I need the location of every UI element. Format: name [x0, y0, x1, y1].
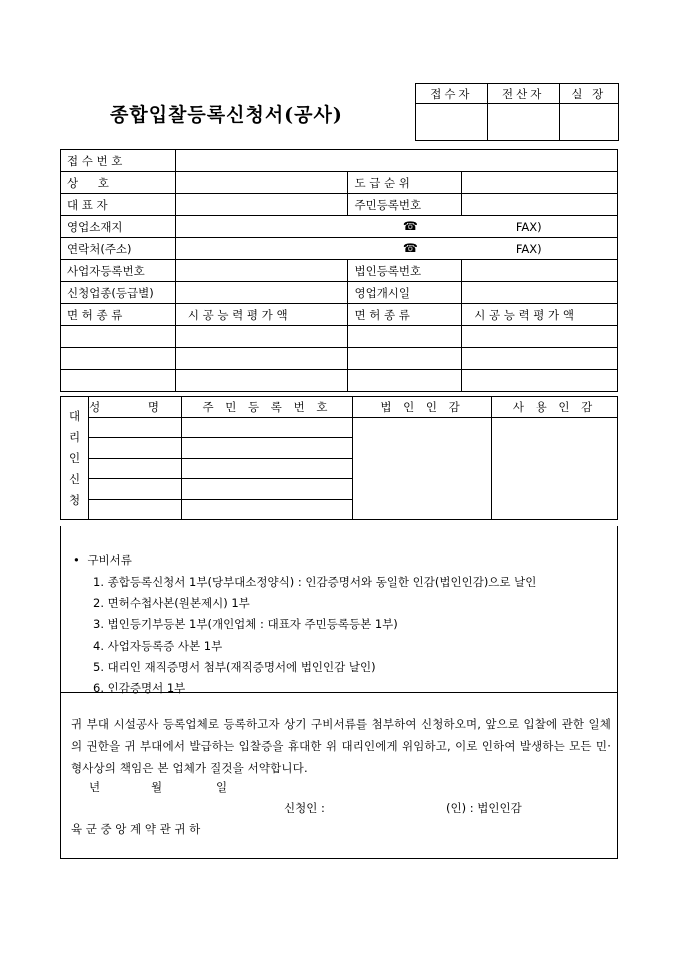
- application-form-table: [60, 149, 618, 392]
- approval-sign-cell[interactable]: [487, 104, 559, 141]
- phone-icon: ☎: [402, 219, 418, 233]
- approval-header: 실 장: [559, 84, 618, 104]
- resident-no-field[interactable]: [462, 194, 618, 216]
- license-type-cell[interactable]: [61, 370, 176, 392]
- biz-reg-no-field[interactable]: [175, 260, 348, 282]
- label-license-type: 면 허 종 류: [348, 304, 462, 326]
- use-seal-box[interactable]: [492, 417, 618, 520]
- list-item: 5. 대리인 재직증명서 첨부(재직증명서에 법인인감 날인): [93, 659, 376, 674]
- proxy-application-table: [60, 396, 618, 520]
- date-month-label: 월: [151, 780, 163, 794]
- label-license-type: 면 허 종 류: [61, 304, 176, 326]
- seal-label: (인) : 법인인감: [446, 801, 522, 815]
- capacity-cell[interactable]: [175, 370, 348, 392]
- approval-sign-cell[interactable]: [416, 104, 488, 141]
- label-capacity: 시 공 능 력 평 가 액: [462, 304, 618, 326]
- proxy-label-char: 청: [69, 492, 81, 507]
- label-use-seal: 사 용 인 감: [492, 397, 618, 418]
- rank-field[interactable]: [462, 172, 618, 194]
- proxy-name-cell[interactable]: [89, 458, 182, 479]
- proxy-resident-no-cell[interactable]: [182, 499, 353, 520]
- fax-label: FAX): [515, 220, 542, 234]
- label-biz-reg-no: 사업자등록번호: [61, 260, 176, 282]
- capacity-cell[interactable]: [462, 326, 618, 348]
- corp-seal-box[interactable]: [352, 417, 491, 520]
- approval-box: [415, 83, 619, 141]
- representative-field[interactable]: [175, 194, 348, 216]
- declaration-section: [60, 692, 618, 859]
- approval-sign-cell[interactable]: [559, 104, 618, 141]
- receipt-no-field[interactable]: [175, 150, 617, 172]
- license-type-cell[interactable]: [348, 370, 462, 392]
- fax-label: FAX): [515, 242, 542, 256]
- license-type-cell[interactable]: [61, 326, 176, 348]
- label-proxy-name: 성 명: [89, 397, 182, 418]
- date-day-label: 일: [216, 780, 228, 794]
- bullet: •: [73, 553, 80, 567]
- phone-icon: ☎: [402, 241, 418, 255]
- label-receipt-no: 접 수 번 호: [61, 150, 176, 172]
- required-documents-section: [60, 526, 618, 696]
- declaration-text: 귀 부대 시설공사 등록업체로 등록하고자 상기 구비서류를 첨부하여 신청하오며, 앞으로 입찰에 관한 일체의 권한을 귀 부대에서 발급하는 입찰증을 휴대한 위 대리인에게 위임하고, 이로 인하여 발생하는 모든 민·형사상의 책임은 본 업체가 질것을 서약합니다.: [71, 717, 611, 775]
- license-type-cell[interactable]: [61, 348, 176, 370]
- heading-text: 구비서류: [87, 553, 132, 567]
- list-item: 3. 법인등기부등본 1부(개인업체 : 대표자 주민등록등본 1부): [93, 617, 398, 632]
- required-documents-list: [93, 572, 536, 699]
- list-item: 4. 사업자등록증 사본 1부: [93, 638, 223, 653]
- list-item: 2. 면허수첩사본(원본제시) 1부: [93, 596, 250, 611]
- capacity-cell[interactable]: [175, 326, 348, 348]
- required-documents-heading: [73, 552, 132, 568]
- list-item: 1. 종합등록신청서 1부(당부대소정양식) : 인감증명서와 동일한 인감(법인인감)으로 날인: [93, 575, 537, 589]
- date-year-label: 년: [89, 780, 101, 794]
- proxy-resident-no-cell[interactable]: [182, 438, 353, 459]
- capacity-cell[interactable]: [462, 348, 618, 370]
- label-rank: 도 급 순 위: [348, 172, 462, 194]
- proxy-resident-no-cell[interactable]: [182, 479, 353, 500]
- proxy-name-cell[interactable]: [89, 499, 182, 520]
- capacity-cell[interactable]: [175, 348, 348, 370]
- corp-reg-no-field[interactable]: [462, 260, 618, 282]
- business-type-field[interactable]: [175, 282, 348, 304]
- label-resident-no: 주민등록번호: [348, 194, 462, 216]
- label-corp-reg-no: 법인등록번호: [348, 260, 462, 282]
- label-business-address: 영업소재지: [61, 216, 176, 238]
- license-type-cell[interactable]: [348, 348, 462, 370]
- page-title: 종합입찰등록신청서(공사): [110, 104, 343, 126]
- proxy-name-cell[interactable]: [89, 479, 182, 500]
- addressee: 육 군 중 앙 계 약 관 귀 하: [71, 822, 201, 836]
- label-business-type: 신청업종(등급별): [61, 282, 176, 304]
- list-item: 6. 인감증명서 1부: [93, 681, 186, 696]
- label-contact: 연락처(주소): [61, 238, 176, 260]
- proxy-resident-no-cell[interactable]: [182, 417, 353, 438]
- capacity-cell[interactable]: [462, 370, 618, 392]
- proxy-label-char: 리: [69, 429, 81, 444]
- proxy-name-cell[interactable]: [89, 417, 182, 438]
- label-business-start: 영업개시일: [348, 282, 462, 304]
- contact-field[interactable]: [175, 238, 617, 260]
- trade-name-field[interactable]: [175, 172, 348, 194]
- business-address-field[interactable]: [175, 216, 617, 238]
- label-corp-seal: 법 인 인 감: [352, 397, 491, 418]
- approval-header: 접수자: [416, 84, 488, 104]
- proxy-label-char: 신: [69, 471, 81, 486]
- applicant-label: 신청인 :: [284, 801, 325, 815]
- proxy-label-char: 대: [69, 408, 81, 423]
- label-capacity: 시 공 능 력 평 가 액: [175, 304, 348, 326]
- proxy-label-char: 인: [69, 450, 81, 465]
- license-type-cell[interactable]: [348, 326, 462, 348]
- label-representative: 대 표 자: [61, 194, 176, 216]
- proxy-resident-no-cell[interactable]: [182, 458, 353, 479]
- business-start-field[interactable]: [462, 282, 618, 304]
- label-proxy-resident-no: 주 민 등 록 번 호: [182, 397, 353, 418]
- label-trade-name: 상 호: [61, 172, 176, 194]
- approval-header: 전산자: [487, 84, 559, 104]
- proxy-name-cell[interactable]: [89, 438, 182, 459]
- proxy-vertical-label: [61, 397, 89, 520]
